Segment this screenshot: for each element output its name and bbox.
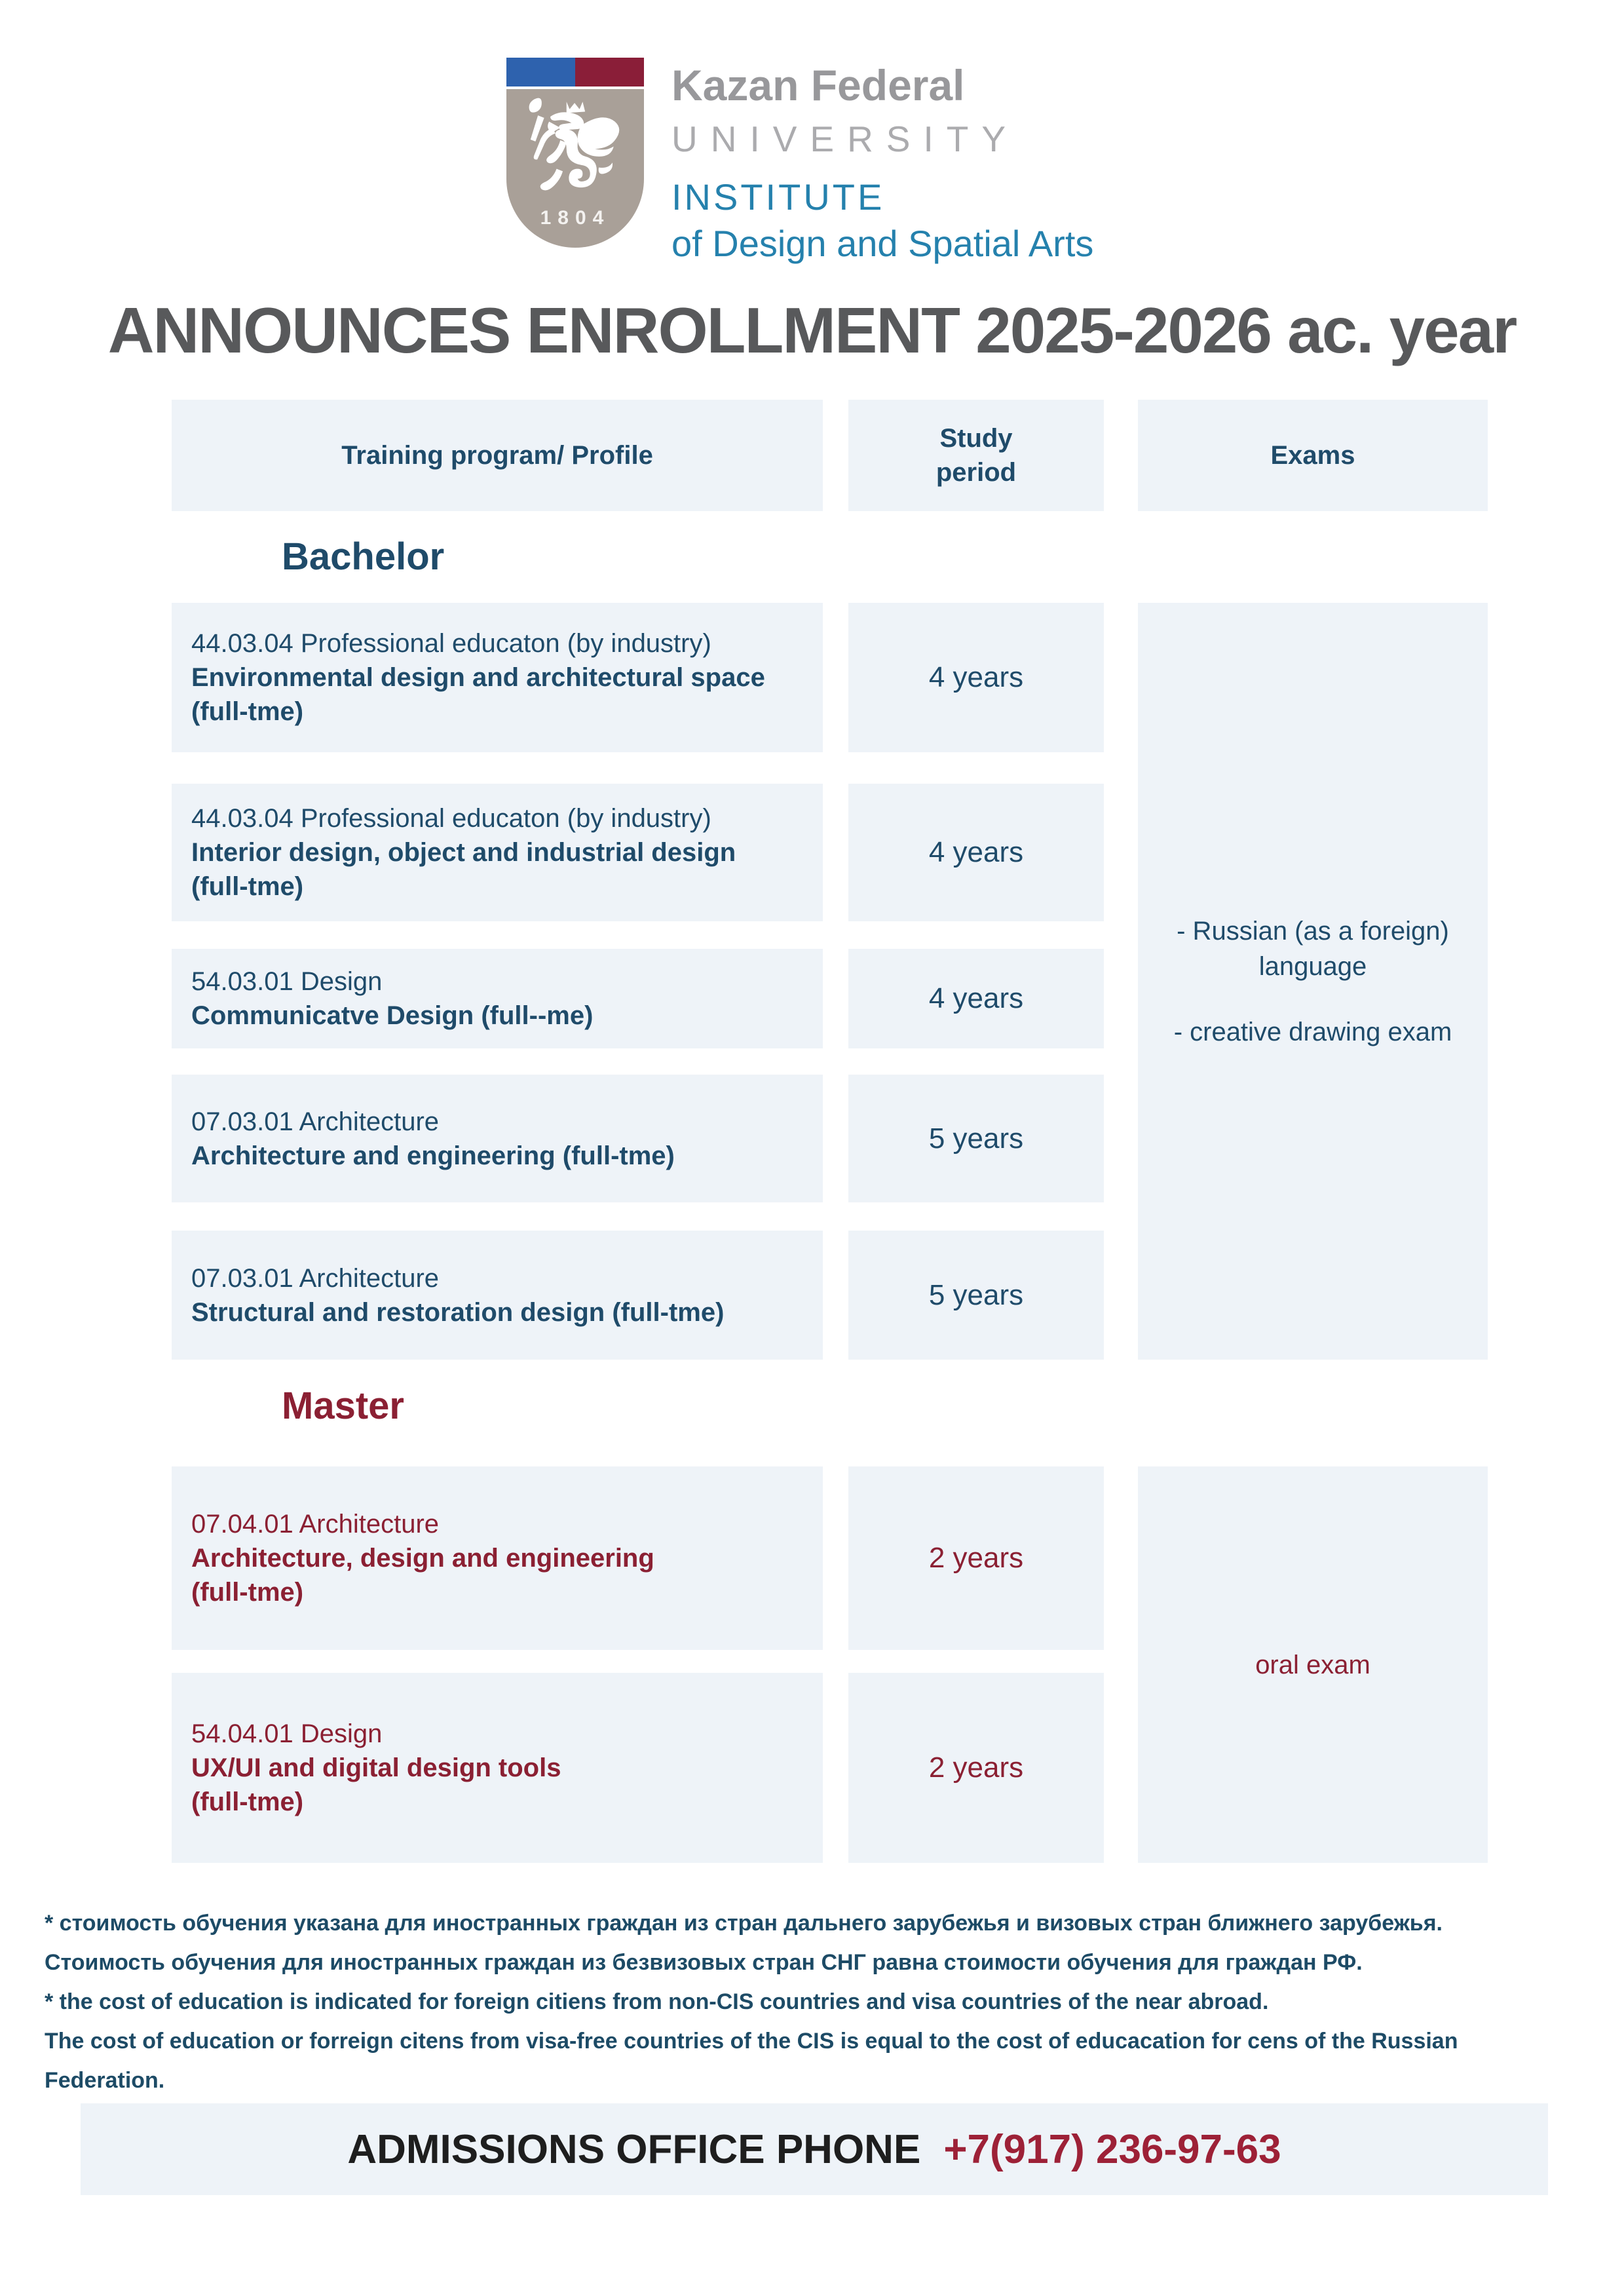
footnote-line: Federation. — [45, 2068, 165, 2093]
program-cell — [172, 603, 823, 752]
study-period-cell — [848, 1231, 1104, 1360]
program-code: 07.03.01 Architecture — [191, 1263, 440, 1293]
flag-blue-half — [506, 58, 575, 86]
study-period-cell — [848, 1075, 1104, 1202]
program-mode: (full-tme) — [191, 1788, 304, 1816]
university-shield-logo — [506, 58, 644, 251]
program-code: 44.03.04 Professional educaton (by industry) — [191, 629, 711, 658]
section-heading-bachelor: Bachelor — [282, 535, 445, 578]
study-period-cell — [848, 603, 1104, 752]
program-cell — [172, 1231, 823, 1360]
exams-cell-bachelor — [1138, 603, 1488, 1360]
program-code: 54.04.01 Design — [191, 1719, 383, 1748]
university-name-line1: Kazan Federal — [671, 61, 965, 109]
program-cell — [172, 949, 823, 1048]
study-period-value: 2 years — [928, 1542, 1024, 1574]
page-title: ANNOUNCES ENROLLMENT 2025-2026 ac. year — [107, 294, 1517, 366]
program-mode: (full-tme) — [191, 872, 304, 901]
footnotes-block — [45, 1904, 1458, 2100]
shield-body — [506, 89, 644, 248]
admissions-footer-bar — [81, 2103, 1548, 2195]
program-cell — [172, 1075, 823, 1202]
program-mode: (full-tme) — [191, 1578, 304, 1607]
study-period-cell — [848, 949, 1104, 1048]
flag-red-half — [575, 58, 644, 86]
program-profile: Interior design, object and industrial design — [191, 838, 736, 867]
program-cell — [172, 1466, 823, 1650]
program-mode: (full-tme) — [191, 697, 304, 726]
admissions-phone-number: +7(917) 236-97-63 — [943, 2126, 1281, 2172]
program-profile: UX/UI and digital design tools — [191, 1753, 561, 1782]
program-profile: Structural and restoration design (full-tme) — [191, 1297, 725, 1327]
program-cell — [172, 1673, 823, 1863]
winged-leopard-icon — [512, 93, 639, 211]
study-period-value: 5 years — [928, 1122, 1024, 1155]
institute-name-line2: of Design and Spatial Arts — [671, 223, 1094, 264]
header-exams-label: Exams — [1270, 440, 1355, 470]
study-period-cell — [848, 1673, 1104, 1863]
founded-year-label: 1804 — [540, 207, 611, 229]
program-profile: Architecture and engineering (full-tme) — [191, 1141, 675, 1170]
footnote-line: The cost of education or forreign citens from visa-free countries of the CIS is equal to the cost of educacation for cens of the Russian — [45, 2029, 1458, 2054]
study-period-value: 4 years — [928, 836, 1024, 868]
program-code: 44.03.04 Professional educaton (by industry) — [191, 804, 711, 833]
header-study-period — [848, 400, 1104, 511]
exams-cell-master — [1138, 1466, 1488, 1863]
program-code: 54.03.01 Design — [191, 967, 383, 996]
header-training-program-label: Training program/ Profile — [341, 440, 653, 470]
program-profile: Environmental design and architectural space — [191, 663, 765, 692]
footnote-line: Стоимость обучения для иностранных граждан из безвизовых стран СНГ равна стоимости обучения для граждан РФ. — [45, 1950, 1363, 1975]
header-study-period-label: Study period — [935, 424, 1017, 487]
program-profile: Communicatve Design (full--me) — [191, 1001, 594, 1030]
exam-item: - creative drawing exam — [1173, 1017, 1452, 1046]
study-period-value: 4 years — [928, 661, 1024, 693]
footnote-line: * the cost of education is indicated for foreign citiens from non-CIS countries and visa countries of the near abroad. — [45, 1989, 1269, 2014]
study-period-value: 5 years — [928, 1278, 1024, 1311]
admissions-office-label: ADMISSIONS OFFICE PHONE — [347, 2126, 921, 2172]
program-code: 07.04.01 Architecture — [191, 1510, 440, 1539]
flag-banner — [506, 58, 644, 86]
header-exams — [1138, 400, 1488, 511]
program-code: 07.03.01 Architecture — [191, 1107, 440, 1136]
study-period-cell — [848, 1466, 1104, 1650]
university-name-line2: UNIVERSITY — [671, 119, 1019, 159]
study-period-cell — [848, 784, 1104, 921]
exam-item: - Russian (as a foreign) language — [1177, 916, 1449, 981]
exam-item: oral exam — [1255, 1650, 1370, 1679]
program-profile: Architecture, design and engineering — [191, 1544, 654, 1573]
section-heading-master: Master — [282, 1385, 404, 1427]
study-period-value: 2 years — [928, 1751, 1024, 1784]
study-period-value: 4 years — [928, 982, 1024, 1014]
program-cell — [172, 784, 823, 921]
footnote-line: * стоимость обучения указана для иностранных граждан из стран дальнего зарубежья и визовых стран ближнего зарубежья. — [45, 1911, 1443, 1936]
institute-name-line1: INSTITUTE — [671, 176, 885, 218]
university-wordmark — [671, 60, 1235, 265]
header-training-program — [172, 400, 823, 511]
